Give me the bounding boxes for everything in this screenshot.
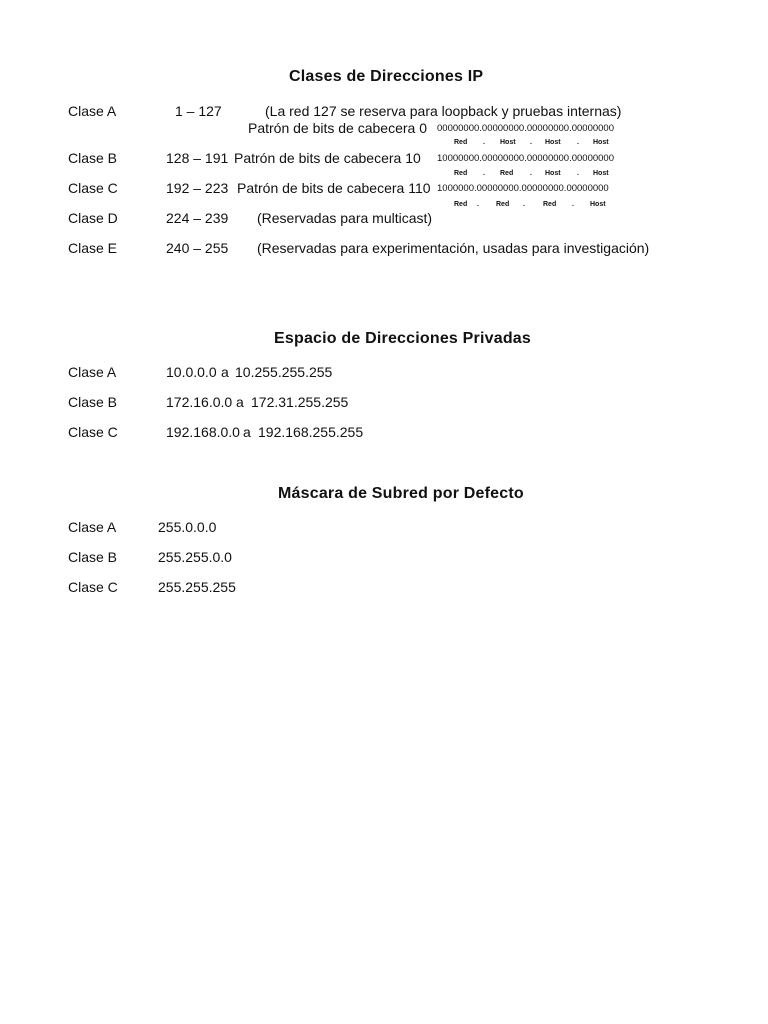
class-a-bits: 00000000.00000000.00000000.00000000 [437, 123, 614, 134]
class-a-bit-label: Host [545, 139, 561, 146]
mask-class-name: Clase A [68, 519, 117, 535]
class-a-bit-pattern: Patrón de bits de cabecera 0 [248, 120, 428, 136]
class-a-name: Clase A [68, 103, 117, 119]
class-a-bit-label: . [483, 139, 485, 146]
class-b-bits: 10000000.00000000.00000000.00000000 [437, 153, 614, 164]
private-separator: a [236, 394, 244, 410]
class-e-range: 240 – 255 [166, 240, 229, 256]
mask-class-name: Clase C [68, 579, 118, 595]
class-c-name: Clase C [68, 180, 118, 196]
mask-value: 255.255.0.0 [158, 549, 232, 565]
class-d-name: Clase D [68, 210, 118, 226]
class-c-bit-label: . [523, 201, 525, 208]
class-e-name: Clase E [68, 240, 118, 256]
class-b-bit-label: Host [593, 170, 609, 177]
class-a-bit-label: . [530, 139, 532, 146]
private-start: 172.16.0.0 [166, 394, 233, 410]
private-end: 172.31.255.255 [251, 394, 349, 410]
class-b-bit-label: . [577, 170, 579, 177]
class-b-range: 128 – 191 [166, 150, 229, 166]
mask-class-name: Clase B [68, 549, 118, 565]
class-c-bit-label: . [477, 201, 479, 208]
class-b-name: Clase B [68, 150, 118, 166]
class-b-bit-label: Red [500, 170, 514, 177]
private-class-name: Clase A [68, 364, 117, 380]
mask-value: 255.255.255 [158, 579, 236, 595]
private-title: Espacio de Direcciones Privadas [274, 330, 531, 347]
class-c-bit-label: Red [454, 201, 468, 208]
class-c-bit-label: Red [543, 201, 557, 208]
private-class-name: Clase B [68, 394, 118, 410]
class-c-bit-label: . [572, 201, 574, 208]
class-c-bit-label: Host [590, 201, 606, 208]
private-separator: a [243, 424, 251, 440]
private-start: 10.0.0.0 [166, 364, 217, 380]
class-b-bit-label: . [483, 170, 485, 177]
class-b-bit-pattern: Patrón de bits de cabecera 10 [234, 150, 421, 166]
classes-title: Clases de Direcciones IP [289, 68, 484, 85]
private-end: 10.255.255.255 [235, 364, 333, 380]
class-c-bit-label: Red [496, 201, 510, 208]
class-a-note: (La red 127 se reserva para loopback y pruebas internas) [265, 103, 622, 119]
class-b-bit-label: . [530, 170, 532, 177]
class-c-bit-pattern: Patrón de bits de cabecera 110 [237, 180, 431, 196]
class-c-range: 192 – 223 [166, 180, 229, 196]
masks-title: Máscara de Subred por Defecto [278, 485, 524, 502]
class-c-bits: 1000000.00000000.00000000.00000000 [437, 183, 609, 194]
private-separator: a [221, 364, 229, 380]
mask-value: 255.0.0.0 [158, 519, 217, 535]
class-d-note: (Reservadas para multicast) [257, 210, 433, 226]
private-end: 192.168.255.255 [258, 424, 364, 440]
class-a-range: 1 – 127 [175, 103, 222, 119]
class-a-bit-label: Red [454, 139, 468, 146]
class-a-bit-label: Host [593, 139, 609, 146]
class-b-bit-label: Red [454, 170, 468, 177]
class-b-bit-label: Host [545, 170, 561, 177]
class-a-bit-label: Host [500, 139, 516, 146]
class-a-bit-label: . [577, 139, 579, 146]
class-d-range: 224 – 239 [166, 210, 229, 226]
class-e-note: (Reservadas para experimentación, usadas para investigación) [257, 240, 650, 256]
private-class-name: Clase C [68, 424, 118, 440]
private-start: 192.168.0.0 [166, 424, 240, 440]
